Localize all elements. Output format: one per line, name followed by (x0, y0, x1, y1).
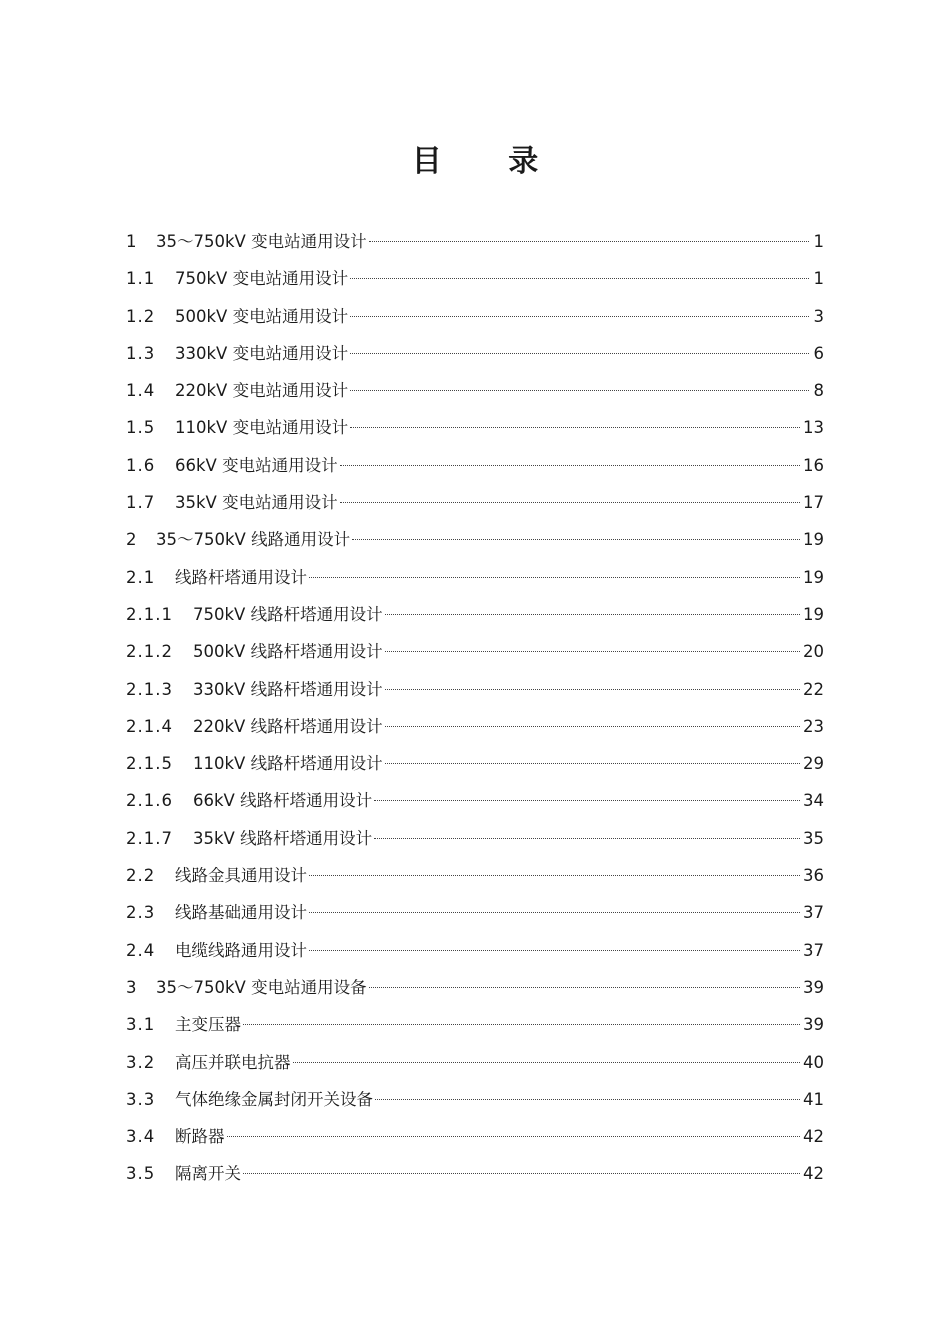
toc-entry-title: 110kV 线路杆塔通用设计 (193, 754, 383, 774)
toc-leader-dots (369, 987, 800, 988)
toc-entry-number: 1.3 (126, 343, 156, 363)
toc-leader-dots (350, 316, 809, 317)
toc-entry-title: 电缆线路通用设计 (175, 940, 307, 960)
toc-entry-number: 1.6 (126, 455, 156, 475)
toc-entry-title: 500kV 线路杆塔通用设计 (193, 642, 383, 662)
toc-entry-page: 17 (803, 493, 824, 513)
toc-entry-number: 2.1.3 (126, 679, 173, 699)
toc-leader-dots (309, 875, 800, 876)
toc-entry[interactable] (126, 409, 824, 446)
toc-entry[interactable] (126, 745, 824, 782)
toc-entry-number: 2.4 (126, 940, 156, 960)
toc-entry-number: 2.1.5 (126, 754, 173, 774)
toc-entry-page: 20 (803, 642, 824, 662)
toc-entry-title: 35kV 变电站通用设计 (175, 493, 338, 513)
toc-entry-title: 线路杆塔通用设计 (175, 567, 307, 587)
toc-entry-title: 35～750kV 线路通用设计 (156, 530, 351, 550)
toc-entry-number: 2.1.4 (126, 716, 173, 736)
toc-leader-dots (243, 1173, 800, 1174)
toc-entry-number: 2.1 (126, 567, 156, 587)
toc-leader-dots (375, 1099, 800, 1100)
toc-entry-page: 13 (803, 418, 824, 438)
toc-leader-dots (309, 577, 800, 578)
toc-leader-dots (385, 763, 800, 764)
toc-entry[interactable] (126, 1155, 824, 1192)
toc-entry-title: 35～750kV 变电站通用设备 (156, 977, 367, 997)
toc-entry[interactable] (126, 372, 824, 409)
toc-entry-page: 1 (813, 232, 824, 251)
toc-entry-title: 66kV 线路杆塔通用设计 (193, 791, 373, 811)
toc-entry-title: 隔离开关 (175, 1164, 241, 1184)
toc-leader-dots (309, 950, 800, 951)
toc-entry-title: 气体绝缘金属封闭开关设备 (175, 1089, 373, 1109)
toc-entry[interactable] (126, 708, 824, 745)
toc-entry-number: 3.4 (126, 1127, 156, 1147)
toc-entry-title: 220kV 线路杆塔通用设计 (193, 716, 383, 736)
toc-entry[interactable] (126, 447, 824, 484)
toc-entry-number: 1.5 (126, 418, 156, 438)
toc-entry-page: 8 (813, 381, 824, 401)
toc-entry-title: 750kV 变电站通用设计 (175, 269, 349, 289)
toc-entry-page: 3 (813, 306, 824, 326)
toc-entry-number: 3.3 (126, 1089, 156, 1109)
toc-entry-number: 1 (126, 232, 138, 251)
toc-entry-page: 1 (813, 269, 824, 289)
toc-entry-page: 16 (803, 455, 824, 475)
toc-leader-dots (350, 278, 809, 279)
toc-entry[interactable] (126, 260, 824, 297)
toc-leader-dots (385, 651, 800, 652)
toc-entry-page: 41 (803, 1089, 824, 1109)
toc-leader-dots (374, 800, 800, 801)
toc-leader-dots (309, 912, 800, 913)
toc-entry[interactable] (126, 894, 824, 931)
toc-entry-number: 2.3 (126, 903, 156, 923)
toc-entry-number: 1.2 (126, 306, 156, 326)
toc-leader-dots (293, 1062, 801, 1063)
toc-entry[interactable] (126, 633, 824, 670)
toc-entry-title: 500kV 变电站通用设计 (175, 306, 349, 326)
toc-entry[interactable] (126, 298, 824, 335)
toc-leader-dots (385, 689, 800, 690)
toc-leader-dots (243, 1024, 800, 1025)
toc-entry-title: 35kV 线路杆塔通用设计 (193, 828, 373, 848)
toc-entry-title: 35～750kV 变电站通用设计 (156, 232, 367, 251)
toc-entry[interactable] (126, 671, 824, 708)
toc-leader-dots (227, 1136, 801, 1137)
toc-entry-title: 330kV 线路杆塔通用设计 (193, 679, 383, 699)
toc-entry[interactable] (126, 559, 824, 596)
toc-leader-dots (340, 465, 800, 466)
toc-entry-number: 2 (126, 530, 138, 550)
toc-entry[interactable] (126, 1081, 824, 1118)
toc-leader-dots (352, 539, 800, 540)
toc-leader-dots (369, 241, 809, 242)
toc-entry-page: 39 (803, 1015, 824, 1035)
toc-entry[interactable] (126, 820, 824, 857)
toc-entry-page: 6 (813, 343, 824, 363)
toc-entry-title: 750kV 线路杆塔通用设计 (193, 604, 383, 624)
toc-entry-number: 2.1.1 (126, 604, 173, 624)
toc-entry-title: 主变压器 (175, 1015, 241, 1035)
toc-leader-dots (350, 427, 800, 428)
toc-entry-title: 高压并联电抗器 (175, 1052, 291, 1072)
toc-entry-page: 40 (803, 1052, 824, 1072)
toc-entry-title: 220kV 变电站通用设计 (175, 381, 349, 401)
toc-entry-number: 3.2 (126, 1052, 156, 1072)
toc-entry-title: 线路基础通用设计 (175, 903, 307, 923)
toc-entry-title: 线路金具通用设计 (175, 866, 307, 886)
toc-entry[interactable] (126, 484, 824, 521)
toc-entry-page: 42 (803, 1127, 824, 1147)
toc-leader-dots (350, 353, 809, 354)
toc-leader-dots (374, 838, 800, 839)
toc-entry-page: 42 (803, 1164, 824, 1184)
toc-entry[interactable] (126, 1006, 824, 1043)
toc-entry-title: 110kV 变电站通用设计 (175, 418, 349, 438)
toc-entry-number: 2.1.2 (126, 642, 173, 662)
toc-entry[interactable] (126, 1118, 824, 1155)
toc-entry-page: 23 (803, 716, 824, 736)
toc-entry[interactable] (126, 1044, 824, 1081)
toc-entry-page: 19 (803, 604, 824, 624)
toc-entry-page: 19 (803, 567, 824, 587)
toc-leader-dots (340, 502, 800, 503)
toc-leader-dots (385, 614, 800, 615)
toc-entry[interactable] (126, 335, 824, 372)
toc-entry-page: 29 (803, 754, 824, 774)
toc-entry-page: 39 (803, 977, 824, 997)
toc-entry-title: 330kV 变电站通用设计 (175, 343, 349, 363)
toc-entry[interactable] (126, 932, 824, 969)
toc-entry-page: 22 (803, 679, 824, 699)
toc-entry-number: 3.1 (126, 1015, 156, 1035)
toc-entry[interactable] (126, 596, 824, 633)
toc-entry-page: 19 (803, 530, 824, 550)
toc-entry[interactable] (126, 782, 824, 819)
toc-entry-title: 断路器 (175, 1127, 225, 1147)
toc-entry-page: 36 (803, 866, 824, 886)
toc-title: 目 录 (411, 144, 567, 179)
toc-entry[interactable] (126, 521, 824, 558)
toc-leader-dots (350, 390, 809, 391)
toc-entry-page: 35 (803, 828, 824, 848)
toc-entry-page: 37 (803, 940, 824, 960)
toc-entry-number: 1.1 (126, 269, 156, 289)
toc-list (126, 223, 824, 1193)
toc-leader-dots (385, 726, 800, 727)
toc-entry-number: 1.7 (126, 493, 156, 513)
toc-entry-page: 34 (803, 791, 824, 811)
toc-entry-number: 2.1.7 (126, 828, 173, 848)
toc-entry-number: 1.4 (126, 381, 156, 401)
toc-entry-number: 2.2 (126, 866, 156, 886)
toc-entry-page: 37 (803, 903, 824, 923)
toc-entry-title: 66kV 变电站通用设计 (175, 455, 338, 475)
toc-entry-number: 3 (126, 977, 138, 997)
toc-entry[interactable] (126, 223, 824, 260)
toc-entry[interactable] (126, 857, 824, 894)
toc-entry-number: 3.5 (126, 1164, 156, 1184)
toc-entry[interactable] (126, 969, 824, 1006)
toc-entry-number: 2.1.6 (126, 791, 173, 811)
